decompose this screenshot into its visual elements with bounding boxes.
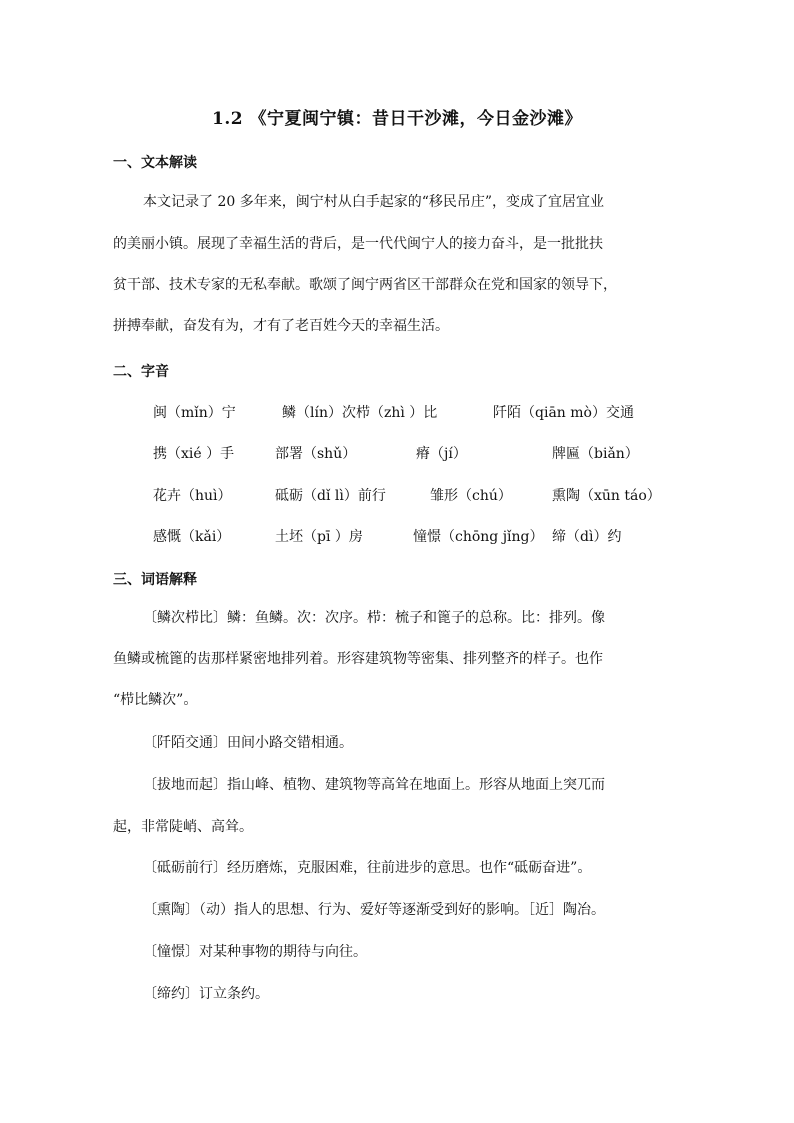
definition-line: 〔拔地而起〕指山峰、植物、建筑物等高耸在地面上。形容从地面上突兀而 bbox=[143, 777, 605, 793]
definition-line: 起，非常陡峭、高耸。 bbox=[113, 819, 253, 835]
pronunciation-item: 雏形（chú） bbox=[430, 488, 512, 504]
pronunciation-item: 瘠（jí） bbox=[416, 446, 467, 462]
pronunciation-item: 感慨（kǎi） bbox=[153, 529, 231, 545]
definition-line: 〔熏陶〕（动）指人的思想、行为、爱好等逐渐受到好的影响。［近］陶冶。 bbox=[143, 902, 605, 918]
pronunciation-item: 花卉（huì） bbox=[153, 488, 232, 504]
document-title: 1.2 《宁夏闽宁镇：昔日干沙滩，今日金沙滩》 bbox=[212, 109, 582, 129]
paragraph-line: 拼搏奉献，奋发有为，才有了老百姓今天的幸福生活。 bbox=[113, 318, 449, 334]
pronunciation-row bbox=[153, 526, 683, 546]
definition-line: 〔阡陌交通〕田间小路交错相通。 bbox=[143, 735, 353, 751]
paragraph-line: 本文记录了 20 多年来，闽宁村从白手起家的“移民吊庄”，变成了宜居宜业 bbox=[143, 194, 605, 210]
section-heading-vocabulary: 三、词语解释 bbox=[113, 572, 197, 588]
pronunciation-row bbox=[153, 485, 683, 505]
definition-line: 〔憧憬〕对某种事物的期待与向往。 bbox=[143, 944, 367, 960]
definition-line: 鱼鳞或梳篦的齿那样紧密地排列着。形容建筑物等密集、排列整齐的样子。也作 bbox=[113, 651, 603, 667]
pronunciation-item: 缔（dì）约 bbox=[552, 529, 622, 545]
pronunciation-item: 携（xié ）手 bbox=[153, 446, 235, 462]
definition-line: 〔砥砺前行〕经历磨炼，克服困难，往前进步的意思。也作“砥砺奋进”。 bbox=[143, 860, 592, 876]
paragraph-line: 贫干部、技术专家的无私奉献。歌颂了闽宁两省区干部群众在党和国家的领导下， bbox=[113, 277, 617, 293]
section-heading-text-reading: 一、文本解读 bbox=[113, 155, 197, 171]
pronunciation-item: 闽（mǐn）宁 bbox=[153, 405, 236, 421]
pronunciation-item: 鳞（lín）次栉（zhì ）比 bbox=[282, 405, 438, 421]
pronunciation-item: 憧憬（chōng jǐng） bbox=[413, 529, 544, 545]
pronunciation-row bbox=[153, 402, 683, 422]
section-heading-pronunciation: 二、字音 bbox=[113, 364, 169, 380]
pronunciation-item: 熏陶（xūn táo） bbox=[552, 488, 661, 504]
pronunciation-item: 阡陌（qiān mò）交通 bbox=[493, 405, 634, 421]
definition-line: 〔缔约〕订立条约。 bbox=[143, 986, 269, 1002]
definition-line: “栉比鳞次”。 bbox=[113, 692, 198, 708]
pronunciation-item: 牌匾（biǎn） bbox=[552, 446, 639, 462]
pronunciation-item: 土坯（pī ）房 bbox=[275, 529, 363, 545]
definition-line: 〔鳞次栉比〕鳞：鱼鳞。次：次序。栉：梳子和篦子的总称。比：排列。像 bbox=[143, 610, 605, 626]
pronunciation-item: 部署（shǔ） bbox=[275, 446, 357, 462]
pronunciation-item: 砥砺（dǐ lì）前行 bbox=[275, 488, 386, 504]
paragraph-line: 的美丽小镇。展现了幸福生活的背后，是一代代闽宁人的接力奋斗，是一批批扶 bbox=[113, 236, 603, 252]
pronunciation-row bbox=[153, 443, 683, 463]
